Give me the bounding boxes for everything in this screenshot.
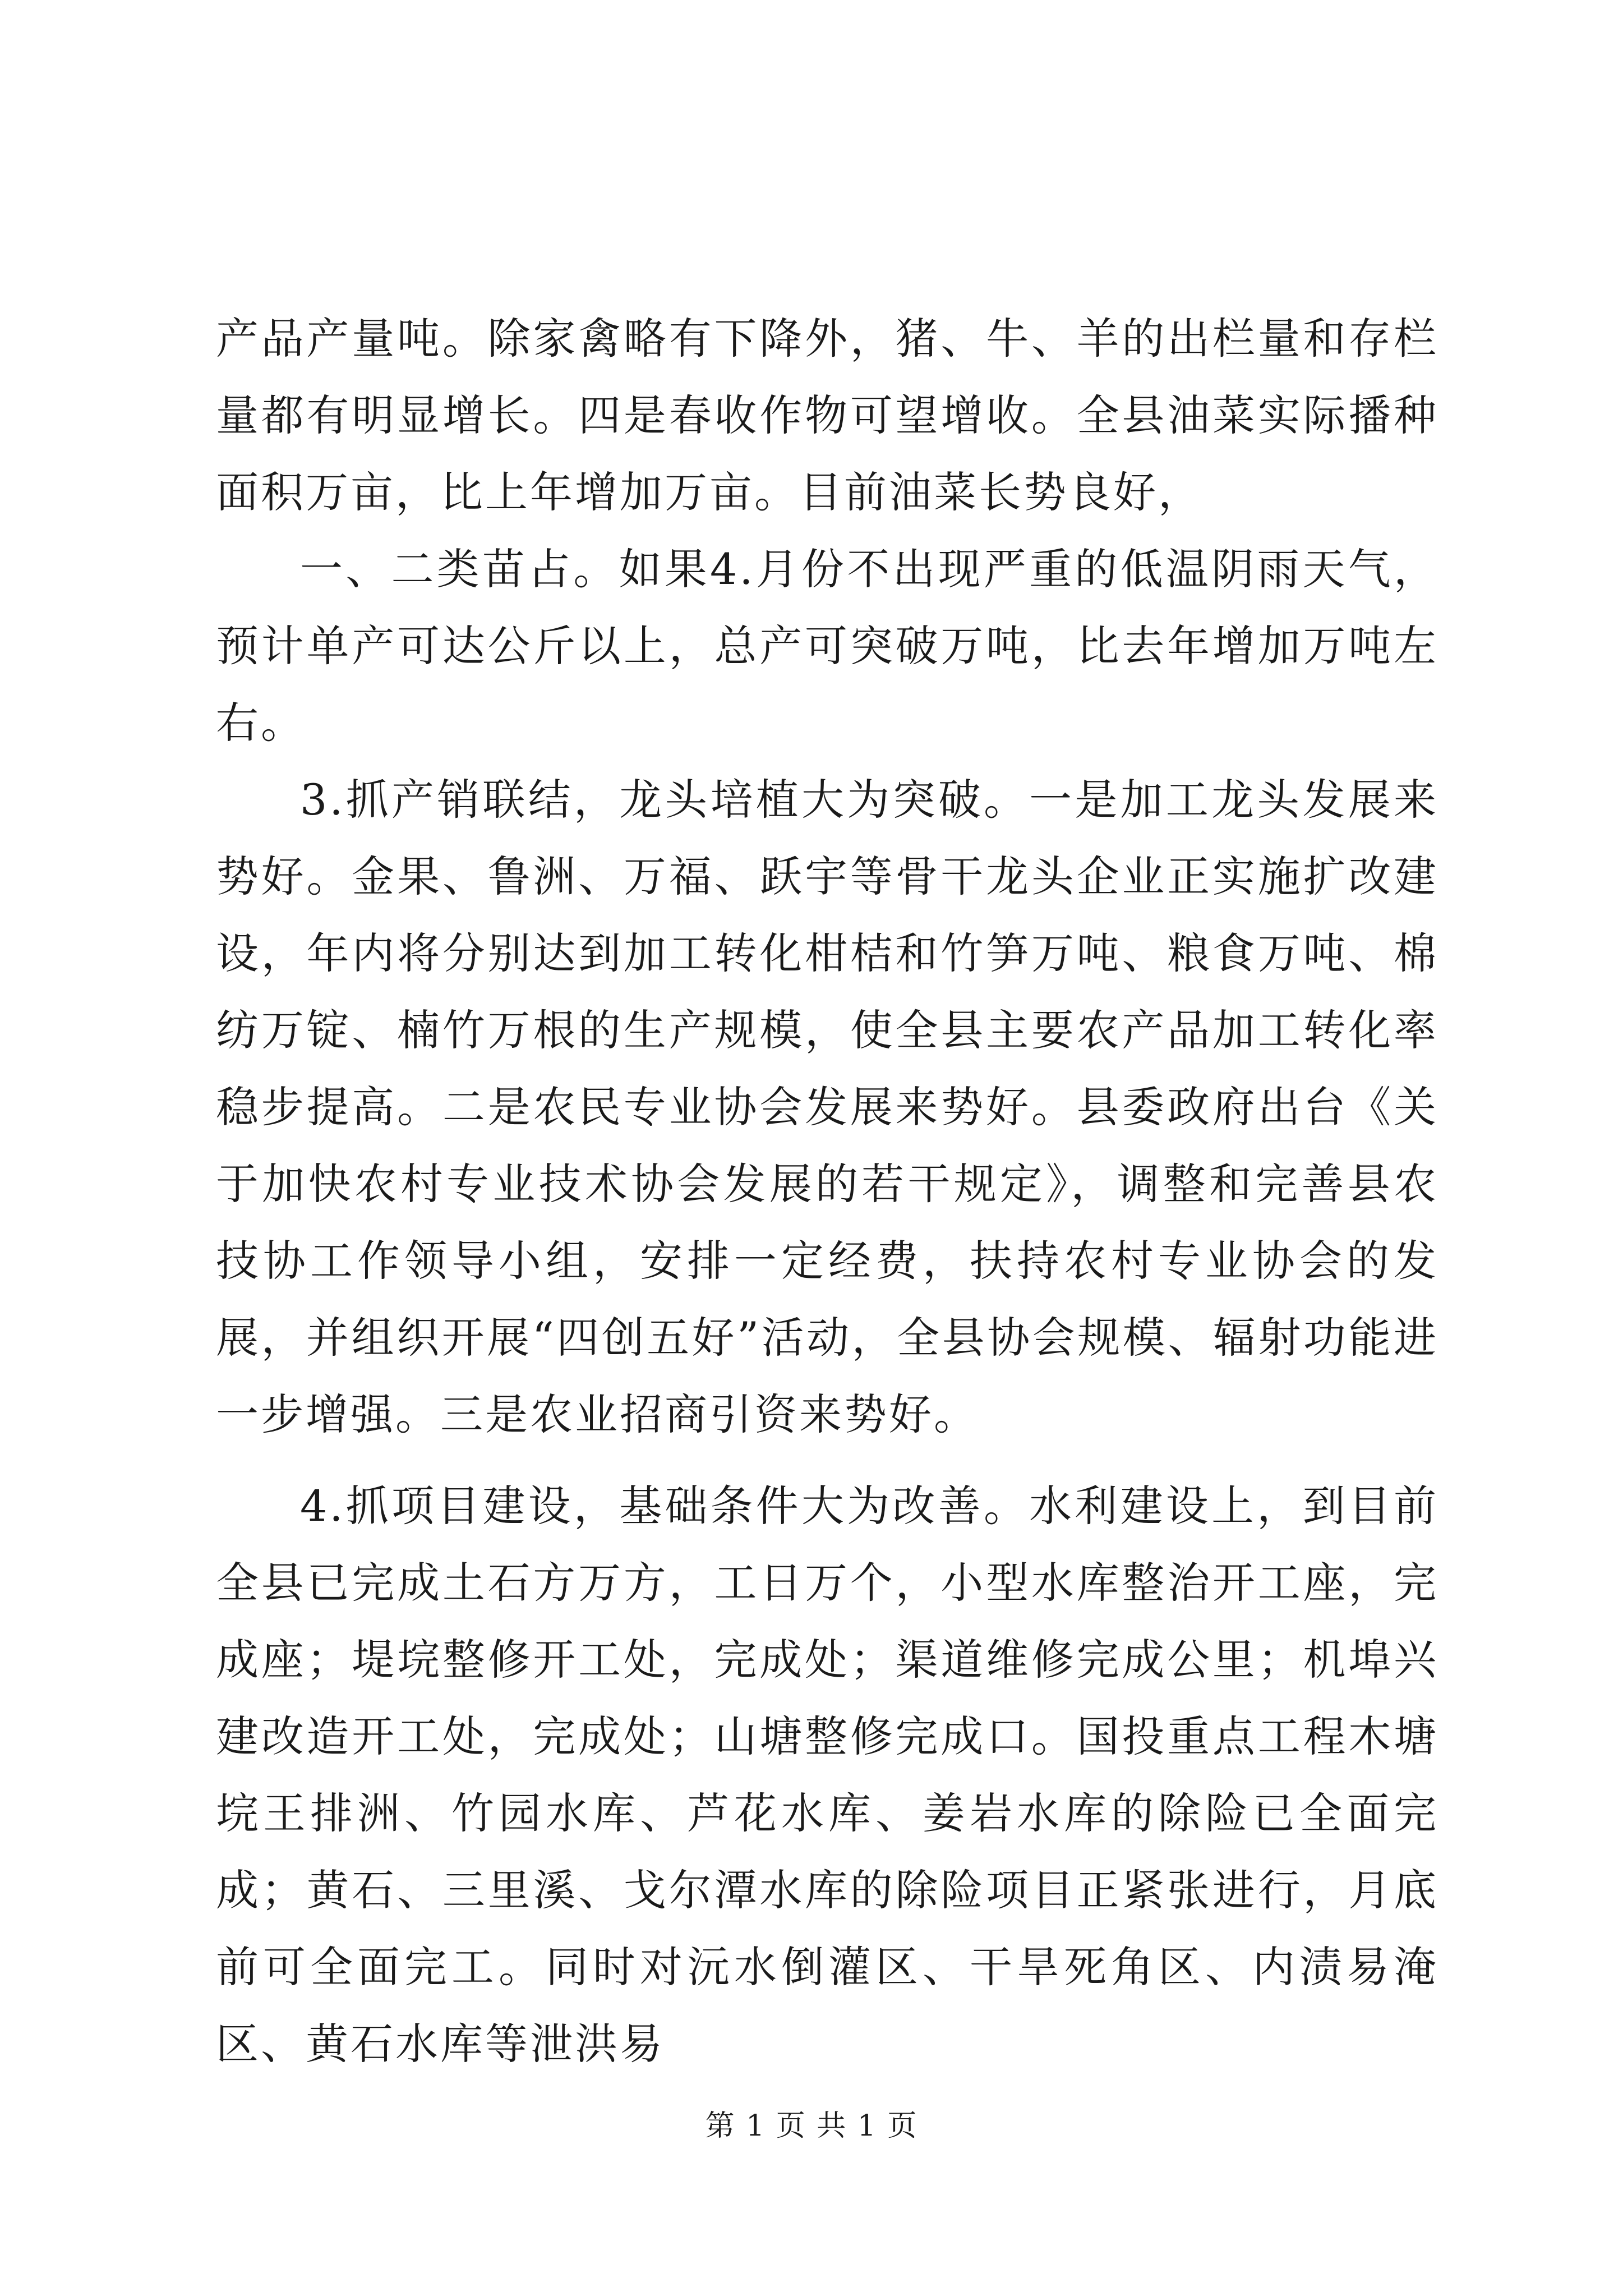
paragraph-3: 3.抓产销联结，龙头培植大为突破。一是加工龙头发展来势好。金果、鲁洲、万福、跃宇等骨干龙头企业正实施扩改建设，年内将分别达到加工转化柑桔和竹笋万吨、粮食万吨、棉纺万锭、楠竹万根的生产规模，使全县主要农产品加工转化率稳步提高。二是农民专业协会发展来势好。县委政府出台《关于加快农村专业技术协会发展的若干规定》，调整和完善县农技协工作领导小组，安排一定经费，扶持农村专业协会的发展，并组织开展“四创五好”活动，全县协会规模、辐射功能进一步增强。三是农业招商引资来势好。 [216,775,1438,1439]
document-body [216,300,1438,2082]
paragraph-2: 一、二类苗占。如果4.月份不出现严重的低温阴雨天气，预计单产可达公斤以上，总产可突破万吨，比去年增加万吨左右。 [216,544,1438,748]
paragraph-4: 4.抓项目建设，基础条件大为改善。水利建设上，到目前全县已完成土石方万方，工日万个，小型水库整治开工座，完成座；堤垸整修开工处，完成处；渠道维修完成公里；机埠兴建改造开工处，完成处；山塘整修完成口。国投重点工程木塘垸王排洲、竹园水库、芦花水库、姜岩水库的除险已全面完成；黄石、三里溪、戈尔潭水库的除险项目正紧张进行，月底前可全面完工。同时对沅水倒灌区、干旱死角区、内渍易淹区、黄石水库等泄洪易 [216,1481,1438,2069]
paragraph-1: 产品产量吨。除家禽略有下降外，猪、牛、羊的出栏量和存栏量都有明显增长。四是春收作物可望增收。全县油菜实际播种面积万亩，比上年增加万亩。目前油菜长势良好， [216,314,1438,517]
page-number-footer: 第 1 页 共 1 页 [705,2109,918,2143]
